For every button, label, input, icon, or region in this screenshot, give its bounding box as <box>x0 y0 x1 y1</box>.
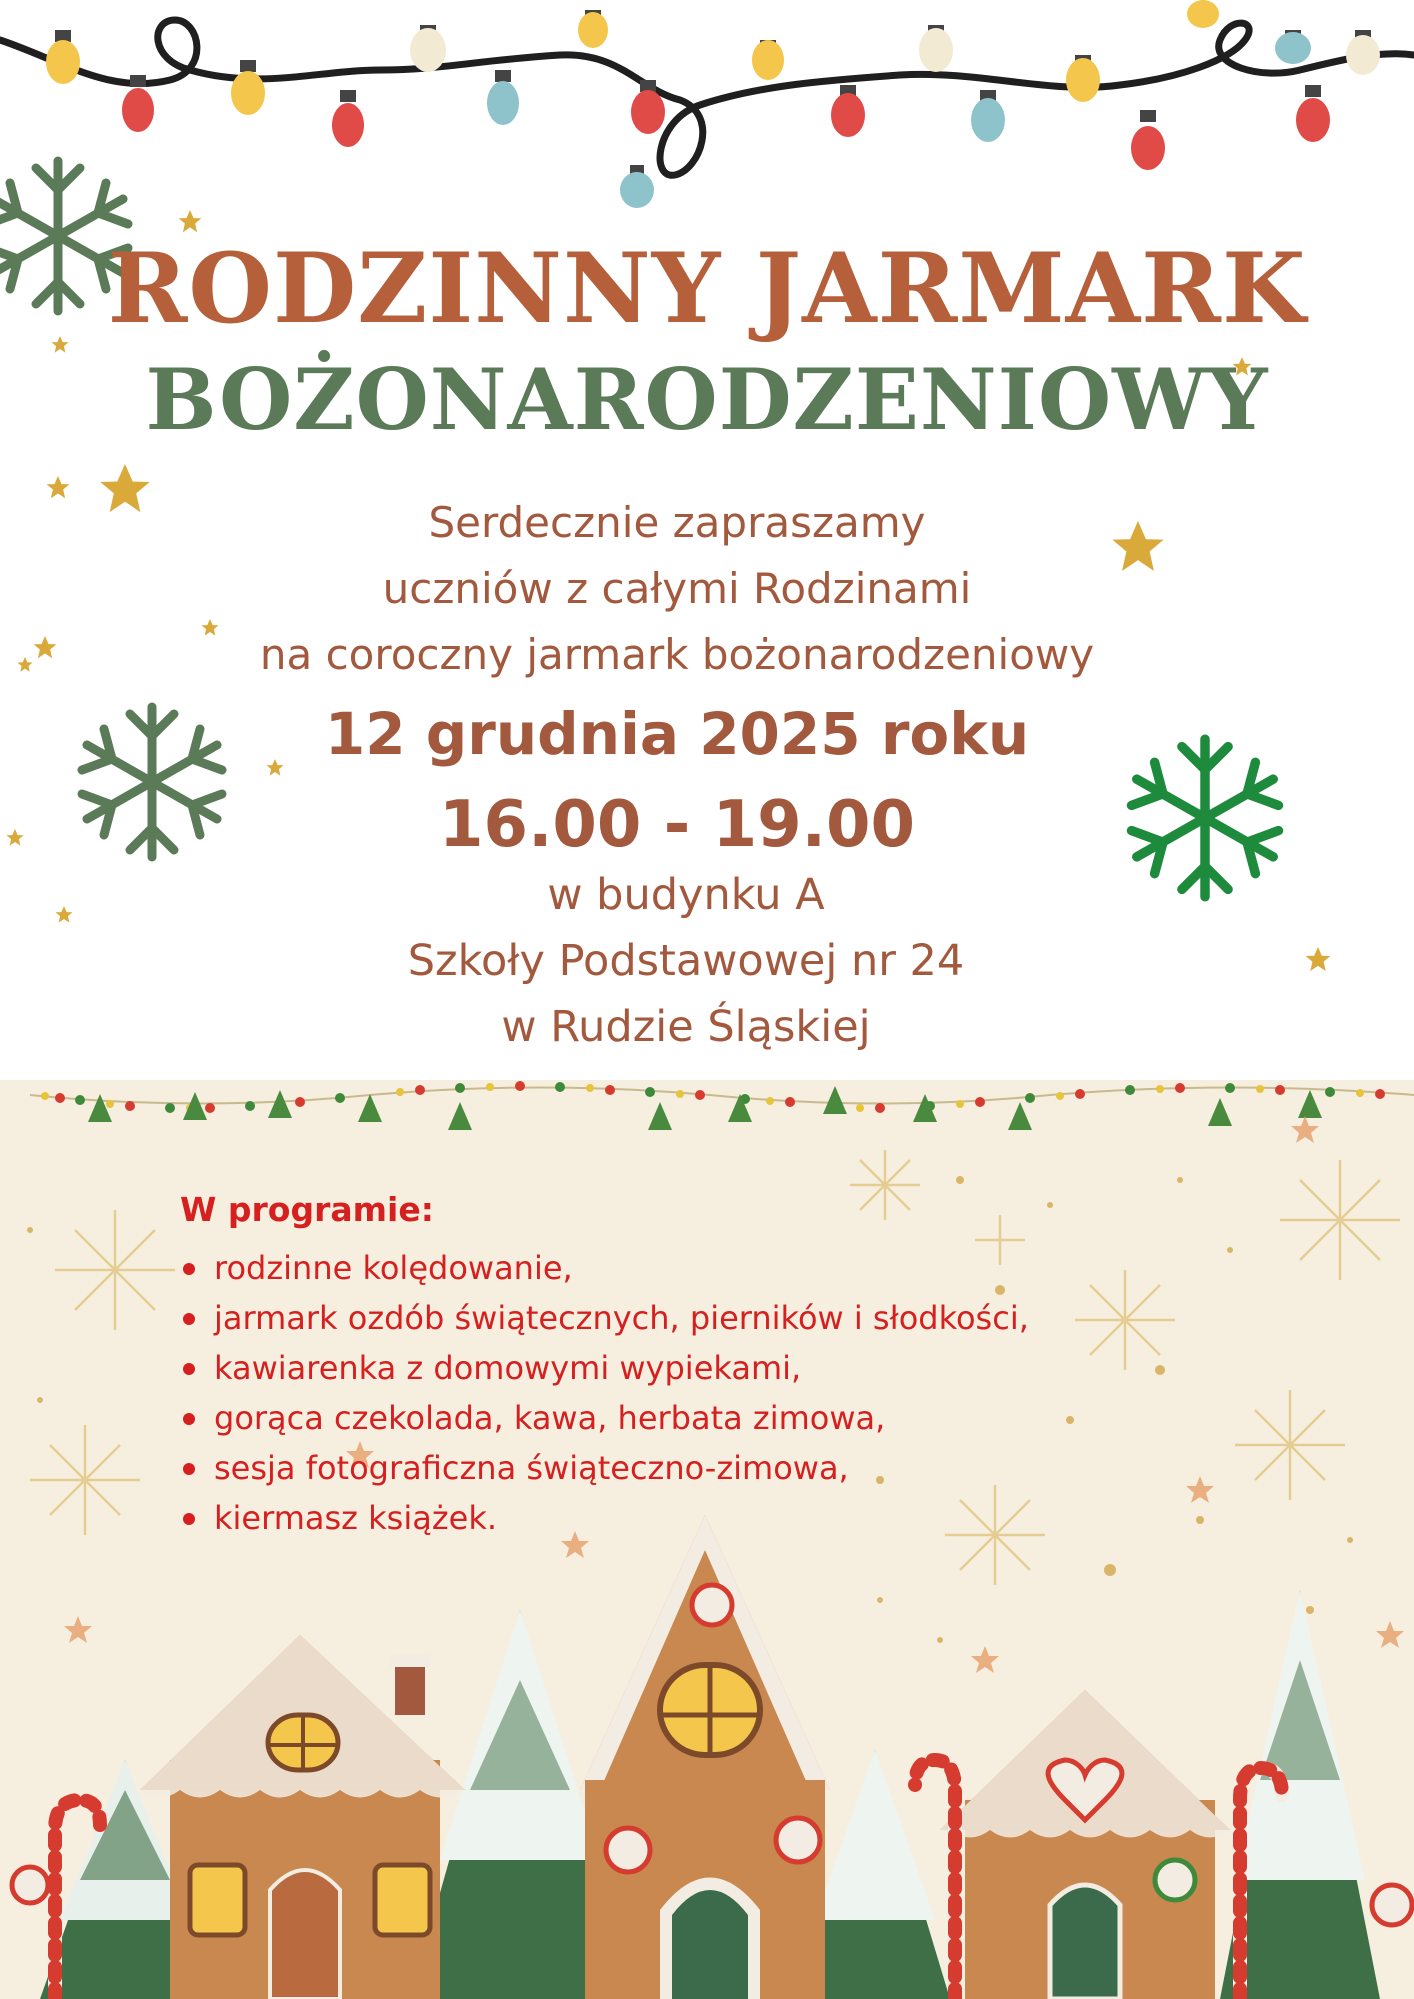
bullet-icon <box>183 1363 195 1375</box>
invitation-line: Serdecznie zapraszamy <box>428 498 926 547</box>
star-icon <box>971 1646 999 1673</box>
bullet-icon <box>183 1463 195 1475</box>
program-item-text: gorąca czekolada, kawa, herbata zimowa, <box>214 1399 886 1437</box>
bullet-icon <box>183 1263 195 1275</box>
program-heading: W programie: <box>180 1190 434 1229</box>
title-line-2: BOŻONARODZENIOWY <box>145 350 1269 449</box>
venue-line: w budynku A <box>547 870 825 920</box>
star-icon <box>64 1616 92 1643</box>
event-time: 16.00 - 19.00 <box>439 788 915 862</box>
sparkle-icon <box>55 1210 175 1330</box>
gingerbread-house-right <box>940 1690 1230 1999</box>
program-item-text: kawiarenka z domowymi wypiekami, <box>214 1349 802 1387</box>
program-section <box>180 1190 1180 1543</box>
bullet-icon <box>183 1513 195 1525</box>
invitation-line: uczniów z całymi Rodzinami <box>382 564 972 613</box>
program-item <box>180 1243 1180 1293</box>
program-item <box>180 1443 1180 1493</box>
bullet-icon <box>183 1313 195 1325</box>
sparkle-icon <box>1280 1160 1400 1280</box>
venue-line: Szkoły Podstawowej nr 24 <box>407 936 965 986</box>
sparkle-icon <box>30 1425 140 1535</box>
bead-garland <box>30 1081 1414 1130</box>
event-date: 12 grudnia 2025 roku <box>324 700 1030 768</box>
program-item-text: jarmark ozdób świątecznych, pierników i słodkości, <box>214 1299 1029 1337</box>
bullet-icon <box>183 1413 195 1425</box>
gingerbread-house-left <box>140 1635 465 1999</box>
gingerbread-house-middle <box>580 1515 830 1999</box>
invitation-line: na coroczny jarmark bożonarodzeniowy <box>259 630 1095 679</box>
star-icon <box>1291 1116 1319 1143</box>
gingerbread-village <box>12 1515 1412 1999</box>
venue-line: w Rudzie Śląskiej <box>501 1002 871 1052</box>
program-item <box>180 1343 1180 1393</box>
program-list <box>180 1243 1180 1543</box>
program-item <box>180 1393 1180 1443</box>
star-icon <box>1186 1476 1214 1503</box>
sparkle-icon <box>1235 1390 1345 1500</box>
invitation-text <box>0 490 1354 688</box>
program-item <box>180 1293 1180 1343</box>
program-item-text: rodzinne kolędowanie, <box>214 1249 573 1287</box>
program-item-text: sesja fotograficzna świąteczno-zimowa, <box>214 1449 849 1487</box>
title-line-1: RODZINNY JARMARK <box>107 232 1307 345</box>
venue-text <box>0 862 1372 1060</box>
star-icon <box>1376 1621 1404 1648</box>
program-item <box>180 1493 1180 1543</box>
program-item-text: kiermasz książek. <box>214 1499 498 1537</box>
